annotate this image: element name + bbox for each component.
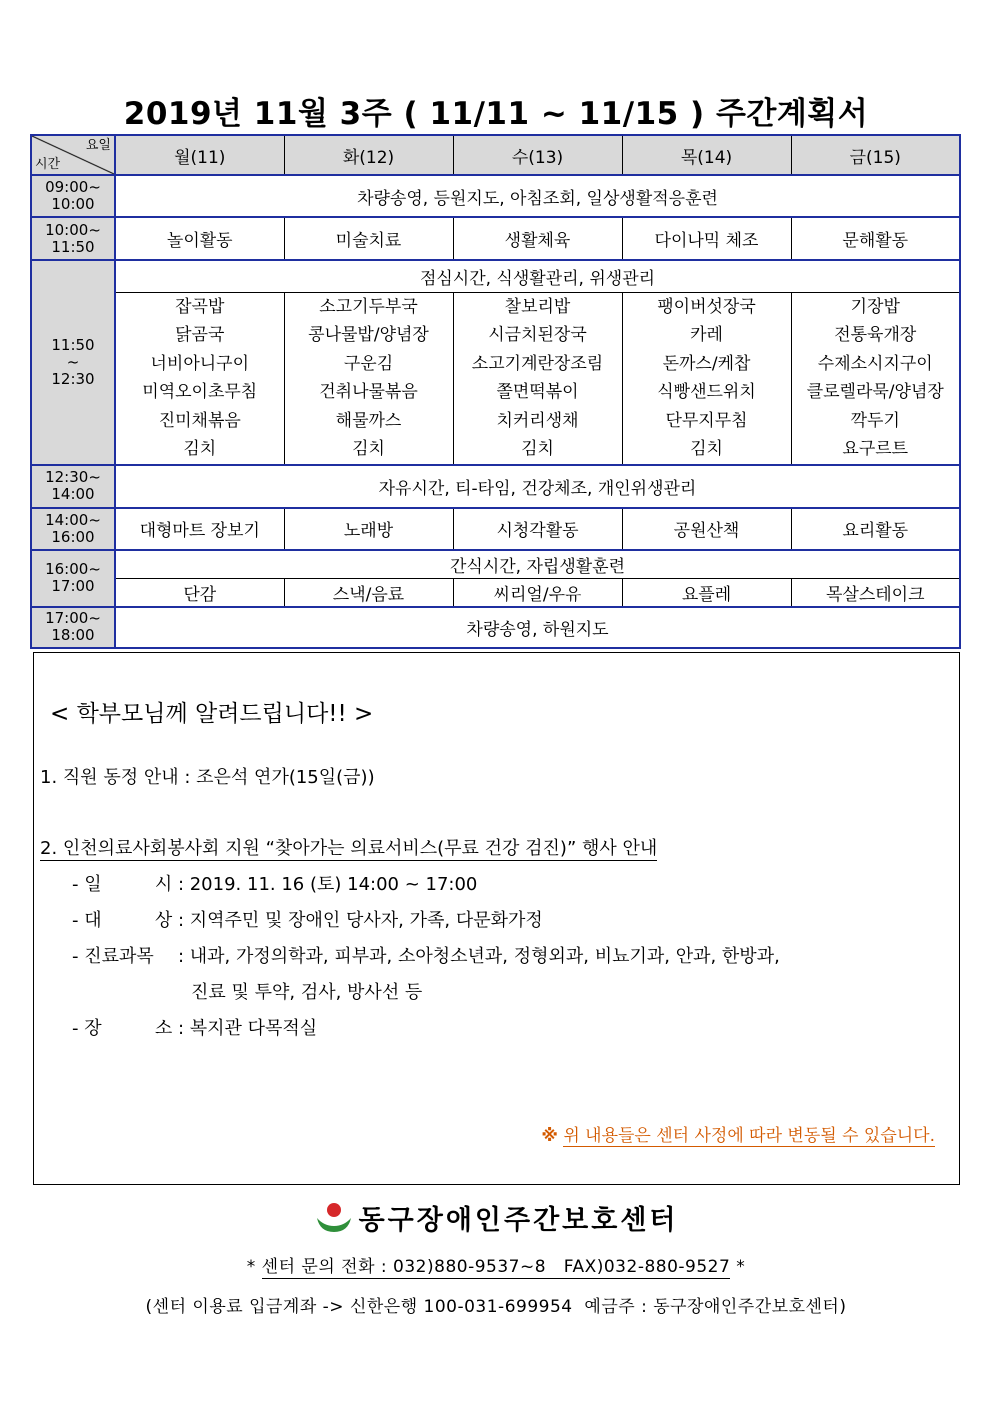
menu-cell-tue: 소고기두부국 콩나물밥/양념장 구운김 건취나물볶음 해물까스 김치 [284, 292, 453, 465]
org-logo-icon [314, 1201, 354, 1235]
menu-cell-thu: 팽이버섯장국 카레 돈까스/케찹 식빵샌드위치 단무지무침 김치 [622, 292, 791, 465]
snack-cell: 스낵/음료 [284, 579, 453, 607]
detail-location: - 장 소 : 복지관 다목적실 [72, 1018, 318, 1039]
activity-cell: 문해활동 [791, 217, 960, 260]
activity-cell: 미술치료 [284, 217, 453, 260]
activity-cell: 차량송영, 등원지도, 아침조회, 일상생활적응훈련 [115, 175, 960, 217]
activity-cell: 간식시간, 자립생활훈련 [115, 550, 960, 579]
time-cell: 10:00~ 11:50 [31, 217, 115, 260]
activity-cell: 노래방 [284, 508, 453, 550]
menu-row [31, 292, 960, 465]
activity-cell: 차량송영, 하원지도 [115, 607, 960, 648]
notice-item-1: 1. 직원 동정 안내 : 조은석 연가(15일(금)) [40, 767, 375, 788]
schedule-row [31, 550, 960, 579]
detail-date: - 일 시 : 2019. 11. 16 (토) 14:00 ~ 17:00 [72, 874, 478, 895]
activity-cell: 점심시간, 식생활관리, 위생관리 [115, 260, 960, 292]
activity-cell: 공원산책 [622, 508, 791, 550]
schedule-row [31, 508, 960, 550]
notice-item-2: 2. 인천의료사회봉사회 지원 “찾아가는 의료서비스(무료 건강 검진)” 행사 안내 [40, 838, 658, 859]
snack-cell: 요플레 [622, 579, 791, 607]
menu-cell-fri: 기장밥 전통육개장 수제소시지구이 클로렐라묵/양념장 깍두기 요구르트 [791, 292, 960, 465]
day-header-wed: 수(13) [453, 135, 622, 175]
activity-cell: 자유시간, 티-타임, 건강체조, 개인위생관리 [115, 465, 960, 508]
day-header-tue: 화(12) [284, 135, 453, 175]
corner-cell [31, 135, 115, 175]
schedule-row [31, 607, 960, 648]
time-cell: 12:30~ 14:00 [31, 465, 115, 508]
page-title: 2019년 11월 3주 ( 11/11 ~ 11/15 ) 주간계획서 [0, 88, 992, 133]
time-cell: 17:00~ 18:00 [31, 607, 115, 648]
day-header-thu: 목(14) [622, 135, 791, 175]
detail-departments-cont: 진료 및 투약, 검사, 방사선 등 [191, 982, 423, 1003]
time-cell: 11:50 ~ 12:30 [31, 260, 115, 465]
corner-time-label: 시간 [35, 157, 61, 172]
account-line: (센터 이용료 입금계좌 -> 신한은행 100-031-699954 예금주 : 동구장애인주간보호센터) [145, 1297, 847, 1317]
detail-departments: - 진료과목 : 내과, 가정의학과, 피부과, 소아청소년과, 정형외과, 비뇨기과, 안과, 한방과, [72, 946, 780, 967]
activity-cell: 요리활동 [791, 508, 960, 550]
contact-line: * 센터 문의 전화 : 032)880-9537~8 FAX)032-880-9527 * [246, 1257, 746, 1277]
menu-cell-wed: 찰보리밥 시금치된장국 소고기계란장조림 쫄면떡볶이 치커리생채 김치 [453, 292, 622, 465]
schedule-row [31, 260, 960, 292]
activity-cell: 다이나믹 체조 [622, 217, 791, 260]
header-row [31, 135, 960, 175]
notice-heading: < 학부모님께 알려드립니다!! > [50, 701, 374, 727]
menu-cell-mon: 잡곡밥 닭곰국 너비아니구이 미역오이초무침 진미채볶음 김치 [115, 292, 284, 465]
activity-cell: 대형마트 장보기 [115, 508, 284, 550]
time-cell: 14:00~ 16:00 [31, 508, 115, 550]
day-header-fri: 금(15) [791, 135, 960, 175]
activity-cell: 놀이활동 [115, 217, 284, 260]
corner-day-label: 요일 [85, 138, 111, 153]
time-cell: 09:00~ 10:00 [31, 175, 115, 217]
org-logo-row [0, 1198, 992, 1237]
snack-cell: 씨리얼/우유 [453, 579, 622, 607]
activity-cell: 시청각활동 [453, 508, 622, 550]
notice-footnote: ※ 위 내용들은 센터 사정에 따라 변동될 수 있습니다. [541, 1126, 935, 1146]
snack-cell: 목살스테이크 [791, 579, 960, 607]
activity-cell: 생활체육 [453, 217, 622, 260]
schedule-row [31, 175, 960, 217]
notice-box [33, 652, 960, 1185]
day-header-mon: 월(11) [115, 135, 284, 175]
snack-cell: 단감 [115, 579, 284, 607]
org-name: 동구장애인주간보호센터 [358, 1205, 679, 1236]
snack-row [31, 579, 960, 607]
weekly-schedule-table [30, 134, 961, 649]
schedule-row [31, 465, 960, 508]
detail-target: - 대 상 : 지역주민 및 장애인 당사자, 가족, 다문화가정 [72, 910, 543, 931]
schedule-row [31, 217, 960, 260]
time-cell: 16:00~ 17:00 [31, 550, 115, 607]
